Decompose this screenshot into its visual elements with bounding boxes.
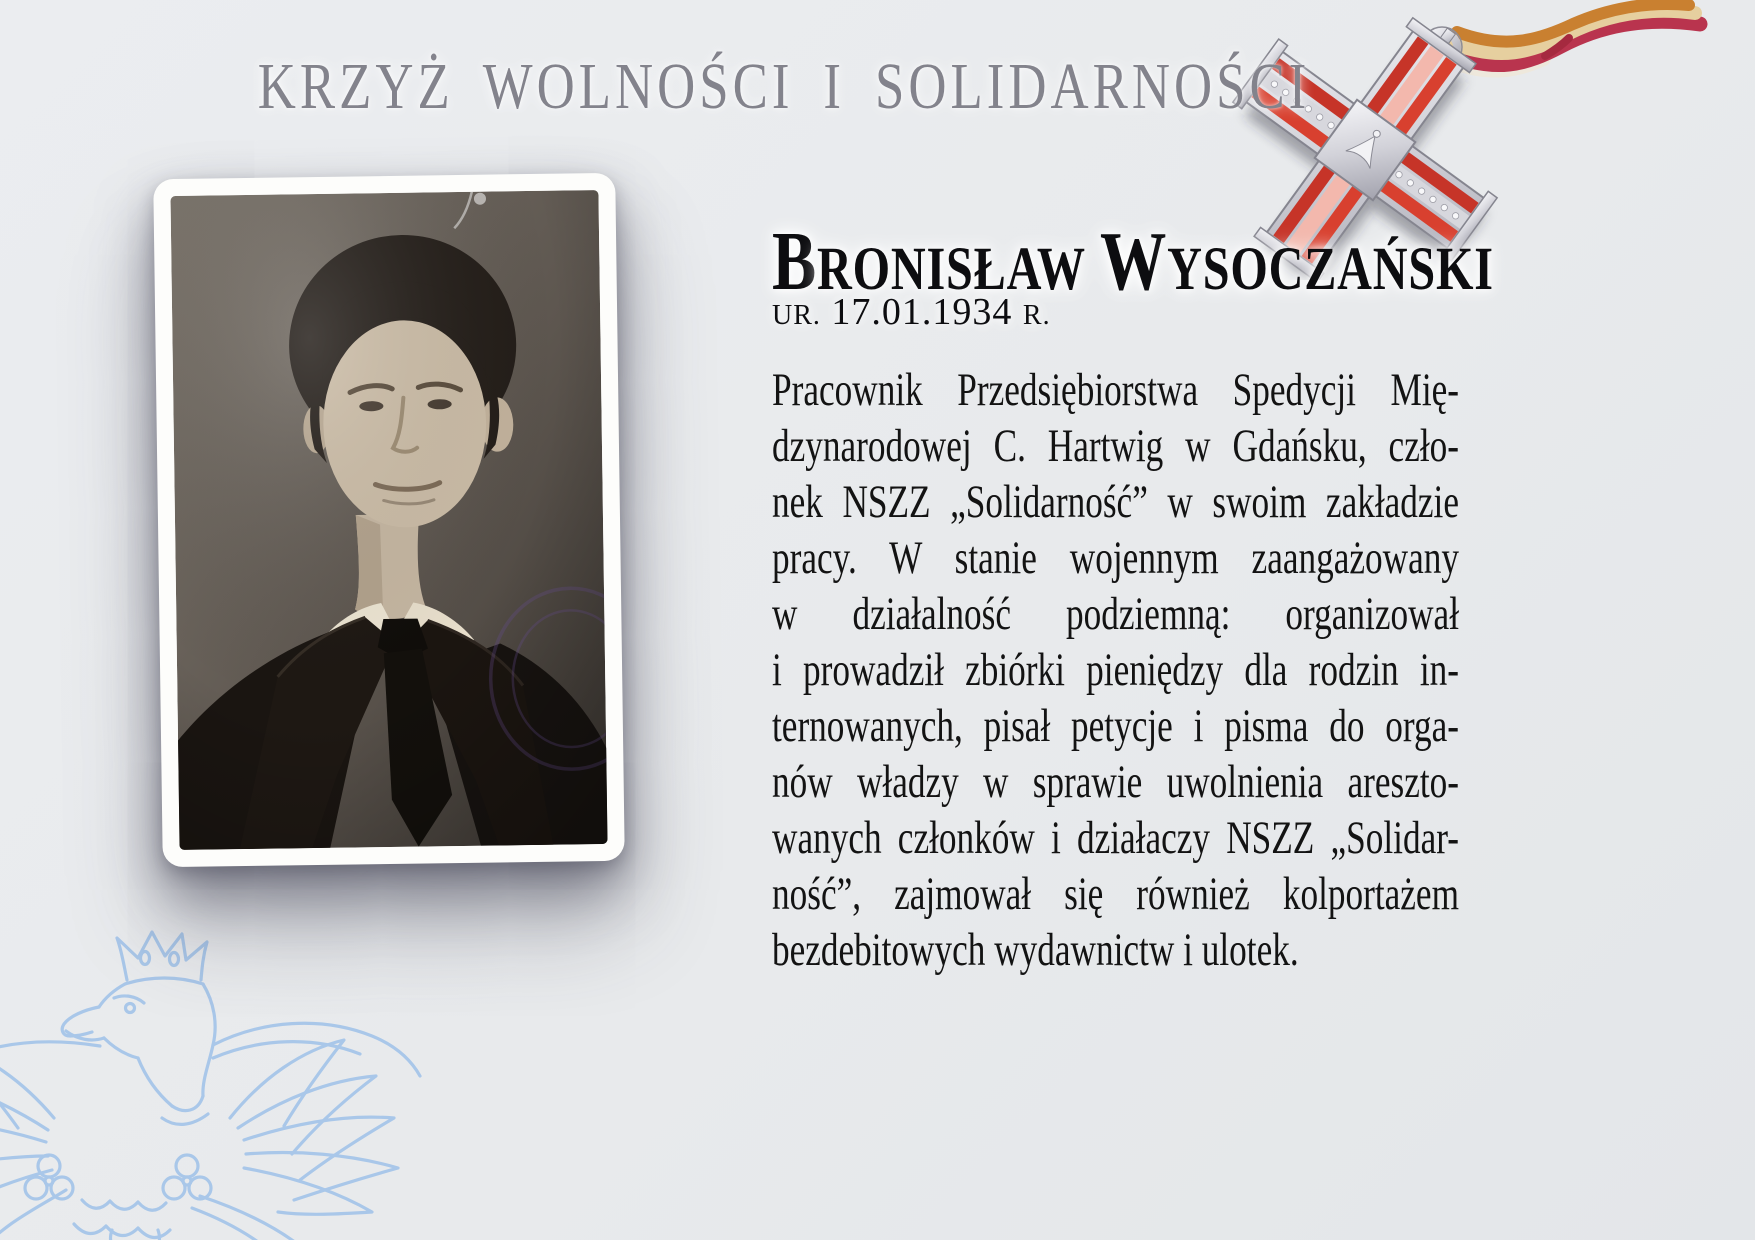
- bio-line: dzynarodowej C. Hartwig w Gdańsku, czło-: [772, 420, 1459, 472]
- ribbon-icon: [1442, 4, 1700, 72]
- bio-line: nek NSZZ „Solidarność” w swoim zakładzie: [772, 476, 1459, 528]
- bio-line: nów władzy w sprawie uwolnienia areszto-: [772, 756, 1459, 808]
- birth-suffix: R.: [1022, 300, 1051, 331]
- birth-prefix: UR.: [772, 300, 821, 331]
- first-name-rest: RONISŁAW: [817, 236, 1086, 303]
- portrait-photo: [170, 190, 607, 850]
- birth-date: 17.01.1934: [831, 291, 1013, 333]
- birth-date-line: [772, 293, 1051, 335]
- bio-line: w działalność podziemną: organizował: [772, 588, 1459, 640]
- bio-line: pracy. W stanie wojennym zaangażowany: [772, 532, 1459, 584]
- page-title: KRZYŻ WOLNOŚCI I SOLIDARNOŚCI: [257, 50, 1311, 123]
- last-name-initial: W: [1100, 215, 1168, 308]
- bio-line: bezdebitowych wydawnictw i ulotek.: [772, 924, 1299, 976]
- bio-line: wanych członków i działaczy NSZZ „Solidar-: [772, 812, 1459, 864]
- portrait-photo-frame: [153, 173, 625, 867]
- last-name-rest: YSOCZAŃSKI: [1167, 236, 1494, 303]
- bio-paragraph: [772, 362, 1459, 978]
- bio-line: i prowadził zbiórki pieniędzy dla rodzin in-: [772, 644, 1459, 696]
- bio-line: ternowanych, pisał petycje i pisma do orga-: [772, 700, 1459, 752]
- first-name-initial: B: [772, 215, 818, 308]
- polish-eagle-watermark-icon: [0, 928, 462, 1240]
- bio-line: Pracownik Przedsiębiorstwa Spedycji Mię-: [772, 364, 1459, 416]
- bio-line: ność”, zajmował się również kolportażem: [772, 868, 1459, 920]
